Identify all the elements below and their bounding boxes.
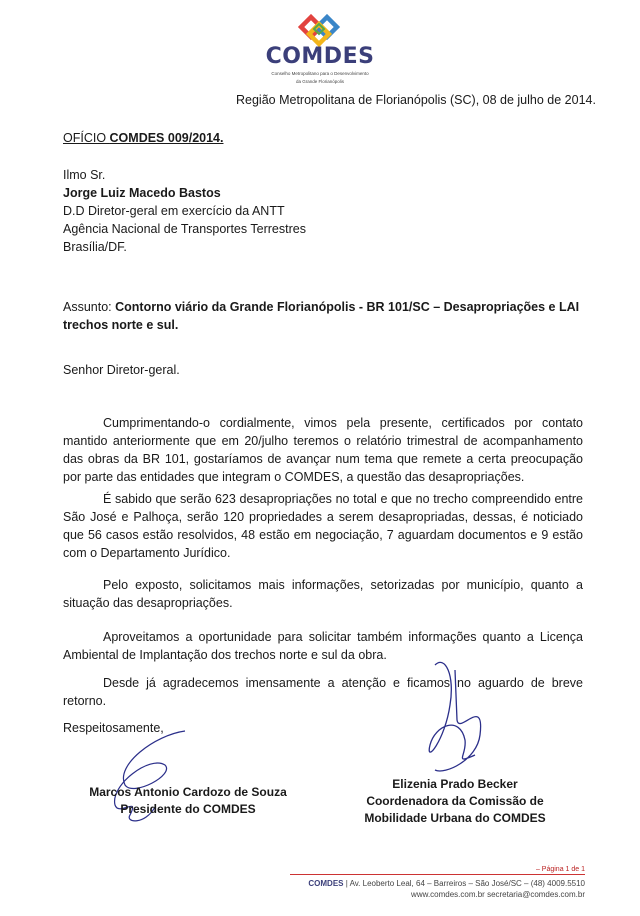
addressee-role: D.D Diretor-geral em exercício da ANTT xyxy=(63,204,285,218)
footer-contact: COMDES | Av. Leoberto Leal, 64 – Barreiros – São José/SC – (48) 4009.5510 www.comdes.com.br secretaria@comdes.com.br xyxy=(308,879,585,899)
subject: Assunto: Contorno viário da Grande Florianópolis - BR 101/SC – Desapropriações e LAI trechos norte e sul. xyxy=(63,300,580,332)
signature-right xyxy=(355,776,555,827)
signature-scribble-left xyxy=(95,725,205,835)
signer-title-right-2: Mobilidade Urbana do COMDES xyxy=(364,811,546,825)
addressee-name: Jorge Luiz Macedo Bastos xyxy=(63,186,221,200)
addressee-agency: Agência Nacional de Transportes Terrestres xyxy=(63,222,306,236)
addressee-block xyxy=(63,166,306,256)
body-paragraph-4: Aproveitamos a oportunidade para solicitar também informações quanto a Licença Ambiental de Implantação dos trechos norte e sul da obra. xyxy=(63,630,583,662)
greeting: Senhor Diretor-geral. xyxy=(63,363,180,377)
page-number: – Página 1 de 1 xyxy=(535,866,585,873)
body-paragraph-5: Desde já agradecemos imensamente a atenção e ficamos no aguardo de breve retorno. xyxy=(63,676,583,708)
body-paragraph-2: É sabido que serão 623 desapropriações no total e que no trecho compreendido entre São José e Palhoça, serão 120 propriedades a serem desapropriadas, dessas, é noticiado que 56 casos estão resolvidos, 48 estão em negociação, 7 aguardam documentos e 9 estão com o Departamento Jurídico. xyxy=(63,492,583,560)
closing: Respeitosamente, xyxy=(63,721,164,735)
signer-title-left: Presidente do COMDES xyxy=(120,802,256,816)
logo-name: COMDES xyxy=(265,44,375,69)
salutation: Ilmo Sr. xyxy=(63,168,106,182)
body-paragraph-3: Pelo exposto, solicitamos mais informações, setorizadas por município, quanto a situação das desapropriações. xyxy=(63,578,583,610)
addressee-city: Brasília/DF. xyxy=(63,240,127,254)
place-date: Região Metropolitana de Florianópolis (SC), 08 de julho de 2014. xyxy=(236,93,596,107)
logo-subtitle: Conselho Metropolitano para o Desenvolvimento da Grande Florianópolis xyxy=(271,71,369,84)
document-reference: OFÍCIO COMDES 009/2014. xyxy=(63,131,224,145)
signature-scribble-right xyxy=(405,645,515,785)
signer-title-right: Coordenadora da Comissão de xyxy=(366,794,544,808)
signer-name-right: Elizenia Prado Becker xyxy=(392,777,518,791)
body-paragraph-1: Cumprimentando-o cordialmente, vimos pela presente, certificados por contato mantido anteriormente que em 20/julho teremos o relatório trimestral de acompanhamento das obras da BR 101, gostaríamos de avançar num tema que remete a certa preocupação por parte das entidades que integram o COMDES, a questão das desapropriações. xyxy=(63,416,583,484)
signer-name-left: Marcos Antonio Cardozo de Souza xyxy=(89,785,287,799)
comdes-logo-icon xyxy=(298,14,342,48)
footer-divider xyxy=(290,874,585,875)
signature-left xyxy=(88,784,288,818)
